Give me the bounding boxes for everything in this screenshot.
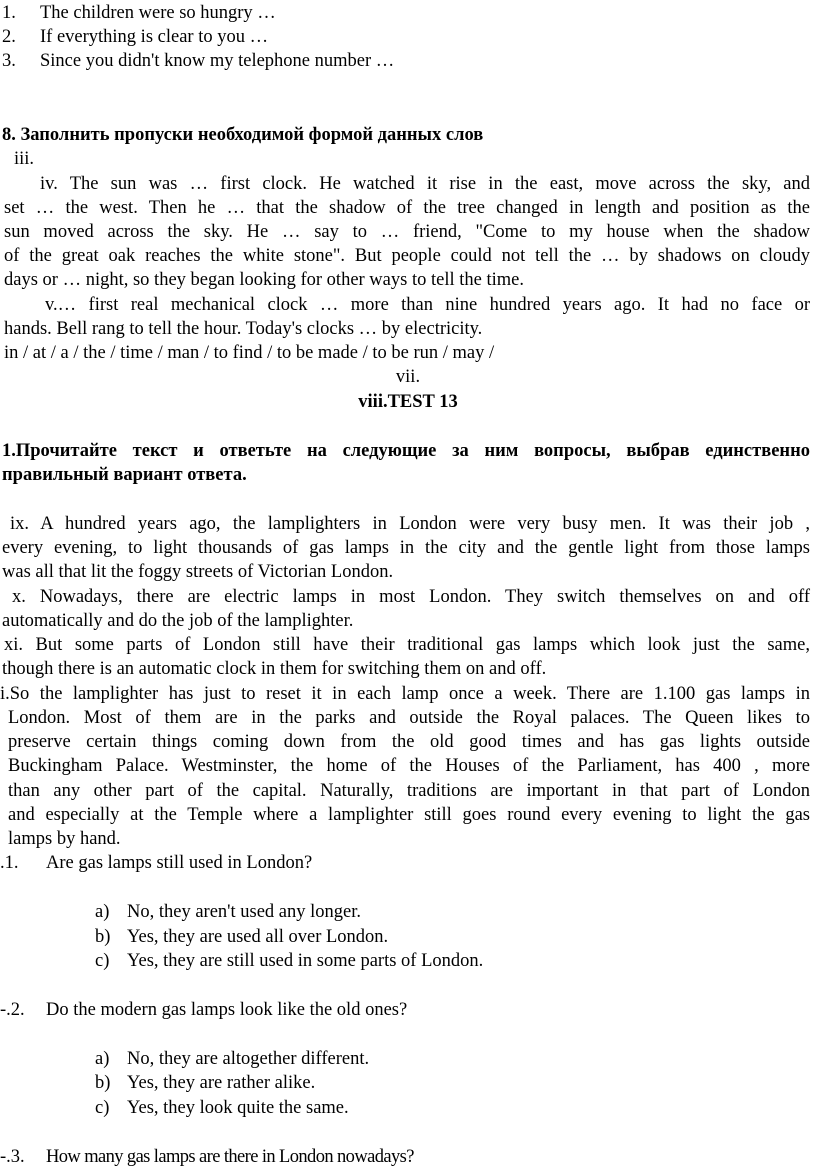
task-8-paragraph-line: of the great oak reaches the white stone". But people could not tell the … by shadows on cloudy	[4, 246, 810, 266]
option-text: Yes, they look quite the same.	[127, 1098, 349, 1118]
option-letter: b)	[95, 1073, 111, 1093]
list-number: 2.	[2, 27, 16, 47]
list-item: Since you didn't know my telephone number …	[40, 51, 395, 71]
reading-line: i.So the lamplighter has just to reset it in each lamp once a week. There are 1.100 gas lamps in	[0, 684, 810, 704]
reading-line: x. Nowadays, there are electric lamps in most London. They switch themselves on and off	[12, 587, 810, 607]
list-item: The children were so hungry …	[40, 3, 276, 23]
option-text: Yes, they are rather alike.	[127, 1073, 316, 1093]
option-letter: a)	[95, 1049, 110, 1069]
task-8-paragraph-line: v.… first real mechanical clock … more than nine hundred years ago. It had no face or	[45, 295, 810, 315]
reading-line: ix. A hundred years ago, the lamplighters in London were very busy men. It was their job ,	[10, 514, 810, 534]
test-title: viii.TEST 13	[358, 392, 458, 412]
reading-line: every evening, to light thousands of gas lamps in the city and the gentle light from those lamps	[2, 538, 810, 558]
reading-line: though there is an automatic clock in them for switching them on and off.	[2, 659, 547, 679]
option-letter: c)	[95, 1098, 110, 1118]
task-8-paragraph-line: sun moved across the sky. He … say to … friend, "Come to my house when the shadow	[4, 222, 810, 242]
option-letter: b)	[95, 927, 111, 947]
task-8-paragraph-line: set … the west. Then he … that the shadow of the tree changed in length and position as the	[4, 198, 810, 218]
question-number: .1.	[0, 853, 19, 873]
task-8-paragraph-line: days or … night, so they began looking for other ways to tell the time.	[4, 270, 524, 290]
option-letter: c)	[95, 951, 110, 971]
question-number: -.3.	[0, 1147, 25, 1167]
roman-vii: vii.	[395, 367, 421, 387]
list-number: 3.	[2, 51, 16, 71]
reading-line: London. Most of them are in the parks and outside the Royal palaces. The Queen likes to	[8, 708, 810, 728]
question-text: Do the modern gas lamps look like the old ones?	[46, 1000, 408, 1020]
option-text: Yes, they are still used in some parts of London.	[127, 951, 484, 971]
reading-line: xi. But some parts of London still have their traditional gas lamps which look just the same,	[4, 635, 810, 655]
question-text: How many gas lamps are there in London nowadays?	[46, 1147, 414, 1167]
reading-line: was all that lit the foggy streets of Victorian London.	[2, 562, 394, 582]
list-number: 1.	[2, 3, 16, 23]
question-number: -.2.	[0, 1000, 25, 1020]
reading-line: Buckingham Palace. Westminster, the home of the Houses of the Parliament, has 400 , more	[8, 756, 810, 776]
task-8-heading: 8. Заполнить пропуски необходимой формой данных слов	[2, 125, 484, 145]
word-bank: in / at / a / the / time / man / to find / to be made / to be run / may /	[4, 343, 495, 363]
option-text: No, they aren't used any longer.	[127, 902, 362, 922]
reading-line: than any other part of the capital. Naturally, traditions are important in that part of London	[8, 781, 810, 801]
option-text: Yes, they are used all over London.	[127, 927, 389, 947]
task-1-heading: правильный вариант ответа.	[2, 465, 247, 485]
reading-line: and especially at the Temple where a lamplighter still goes round every evening to light the gas	[8, 805, 810, 825]
task-8-paragraph-line: hands. Bell rang to tell the hour. Today's clocks … by electricity.	[4, 319, 483, 339]
task-8-paragraph-line: iv. The sun was … first clock. He watched it rise in the east, move across the sky, and	[40, 174, 810, 194]
list-item: If everything is clear to you …	[40, 27, 269, 47]
reading-line: preserve certain things coming down from the old good times and has gas lights outside	[8, 732, 810, 752]
option-letter: a)	[95, 902, 110, 922]
reading-line: automatically and do the job of the lamplighter.	[2, 611, 354, 631]
option-text: No, they are altogether different.	[127, 1049, 370, 1069]
task-1-heading: 1.Прочитайте текст и ответьте на следующие за ним вопросы, выбрав единственно	[2, 441, 810, 461]
roman-iii: iii.	[14, 149, 35, 169]
question-text: Are gas lamps still used in London?	[46, 853, 313, 873]
reading-line: lamps by hand.	[8, 829, 121, 849]
